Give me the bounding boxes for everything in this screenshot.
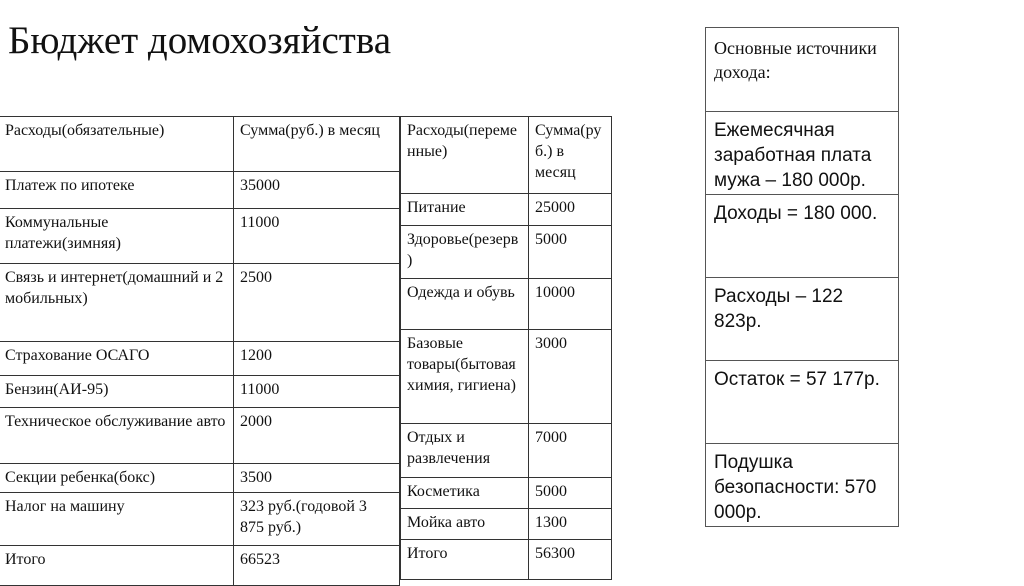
item-cell: Налог на машину [0,493,234,546]
table-row [0,264,400,342]
amount-cell: 1300 [529,509,612,540]
item-cell: Косметика [401,478,529,509]
table-row [0,493,400,546]
item-cell: Итого [0,546,234,586]
mandatory-expenses-table [0,116,400,586]
item-cell: Питание [401,194,529,226]
amount-cell: 2500 [234,264,400,342]
table-row [401,509,612,540]
item-cell: Одежда и обувь [401,279,529,330]
income-item: Расходы – 122 823р. [706,277,898,360]
amount-cell: 3000 [529,330,612,424]
amount-cell: 25000 [529,194,612,226]
item-cell: Расходы(переме нные) [401,117,529,194]
item-cell: Страхование ОСАГО [0,342,234,376]
item-cell: Связь и интернет(домашний и 2 мобильных) [0,264,234,342]
item-cell: Базовые товары(бытовая химия, гигиена) [401,330,529,424]
amount-cell: 5000 [529,226,612,279]
income-item: Ежемесячная заработная плата мужа – 180 000р. [706,111,898,194]
table-header-row [401,117,612,194]
table-row [401,226,612,279]
amount-cell: 1200 [234,342,400,376]
table-row [0,172,400,209]
income-heading: Основные источники дохода: [714,38,877,82]
amount-cell: 11000 [234,376,400,408]
item-cell: Расходы(обязательные) [0,117,234,172]
amount-cell: 7000 [529,424,612,478]
table-row [0,376,400,408]
amount-cell: 10000 [529,279,612,330]
item-cell: Бензин(АИ-95) [0,376,234,408]
income-summary-box [705,27,899,527]
table-row [401,330,612,424]
item-cell: Отдых и развлечения [401,424,529,478]
table-row [0,342,400,376]
amount-cell: 35000 [234,172,400,209]
item-cell: Здоровье(резерв ) [401,226,529,279]
amount-cell: 56300 [529,540,612,580]
table-row [0,209,400,264]
income-item: Доходы = 180 000. [706,194,898,277]
variable-expenses-table [400,116,612,580]
item-cell: Коммунальные платежи(зимняя) [0,209,234,264]
table-row [401,424,612,478]
table-row [0,464,400,493]
amount-cell: 3500 [234,464,400,493]
amount-cell: 2000 [234,408,400,464]
item-cell: Мойка авто [401,509,529,540]
amount-cell: Сумма(ру б.) в месяц [529,117,612,194]
item-cell: Платеж по ипотеке [0,172,234,209]
amount-cell: Сумма(руб.) в месяц [234,117,400,172]
amount-cell: 323 руб.(годовой 3 875 руб.) [234,493,400,546]
table-row [401,194,612,226]
amount-cell: 11000 [234,209,400,264]
page-title: Бюджет домохозяйства [8,19,392,62]
income-item: Остаток = 57 177р. [706,360,898,443]
item-cell: Секции ребенка(бокс) [0,464,234,493]
amount-cell: 5000 [529,478,612,509]
table-row [0,546,400,586]
table-row [401,279,612,330]
income-item: Подушка безопасности: 570 000р. [706,443,898,526]
table-header-row [0,117,400,172]
item-cell: Итого [401,540,529,580]
amount-cell: 66523 [234,546,400,586]
item-cell: Техническое обслуживание авто [0,408,234,464]
table-row [401,478,612,509]
table-row [0,408,400,464]
